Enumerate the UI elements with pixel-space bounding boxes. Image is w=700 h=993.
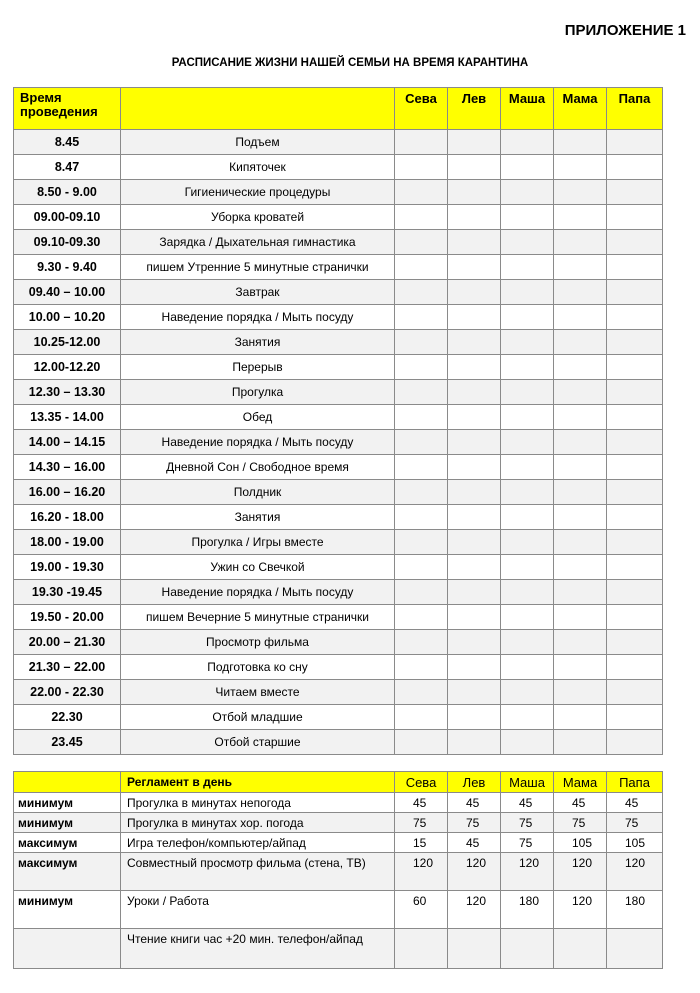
schedule-row bbox=[14, 705, 663, 730]
schedule-check-cell bbox=[501, 230, 554, 255]
schedule-check-cell bbox=[501, 530, 554, 555]
schedule-check-cell bbox=[554, 630, 607, 655]
schedule-activity: пишем Утренние 5 минутные странички bbox=[121, 255, 395, 280]
schedule-check-cell bbox=[501, 630, 554, 655]
person-column-header: Сева bbox=[395, 88, 448, 130]
schedule-time: 8.45 bbox=[14, 130, 121, 155]
schedule-check-cell bbox=[607, 505, 663, 530]
rules-value: 45 bbox=[448, 793, 501, 813]
schedule-check-cell bbox=[554, 655, 607, 680]
schedule-activity: Наведение порядка / Мыть посуду bbox=[121, 305, 395, 330]
schedule-check-cell bbox=[501, 505, 554, 530]
schedule-check-cell bbox=[448, 405, 501, 430]
schedule-check-cell bbox=[395, 280, 448, 305]
schedule-time: 09.40 – 10.00 bbox=[14, 280, 121, 305]
schedule-check-cell bbox=[607, 555, 663, 580]
schedule-check-cell bbox=[501, 180, 554, 205]
schedule-check-cell bbox=[607, 705, 663, 730]
schedule-row bbox=[14, 630, 663, 655]
schedule-check-cell bbox=[395, 705, 448, 730]
rules-value bbox=[448, 929, 501, 969]
schedule-check-cell bbox=[501, 480, 554, 505]
rules-row bbox=[14, 813, 663, 833]
rules-value: 180 bbox=[607, 891, 663, 929]
schedule-check-cell bbox=[395, 380, 448, 405]
schedule-time: 09.10-09.30 bbox=[14, 230, 121, 255]
schedule-check-cell bbox=[607, 680, 663, 705]
schedule-check-cell bbox=[395, 255, 448, 280]
schedule-time: 19.00 - 19.30 bbox=[14, 555, 121, 580]
schedule-check-cell bbox=[554, 355, 607, 380]
person-column-header: Мама bbox=[554, 88, 607, 130]
schedule-check-cell bbox=[554, 230, 607, 255]
schedule-check-cell bbox=[448, 380, 501, 405]
schedule-time: 22.00 - 22.30 bbox=[14, 680, 121, 705]
person-column-header: Лев bbox=[448, 772, 501, 793]
schedule-activity: Просмотр фильма bbox=[121, 630, 395, 655]
rules-value: 120 bbox=[501, 853, 554, 891]
rules-value: 180 bbox=[501, 891, 554, 929]
schedule-activity: Читаем вместе bbox=[121, 680, 395, 705]
rules-value: 105 bbox=[607, 833, 663, 853]
page-title: РАСПИСАНИЕ ЖИЗНИ НАШЕЙ СЕМЬИ НА ВРЕМЯ КАРАНТИНА bbox=[171, 57, 529, 69]
schedule-row bbox=[14, 155, 663, 180]
rules-value: 75 bbox=[395, 813, 448, 833]
time-header-line1: Время bbox=[20, 90, 62, 105]
schedule-check-cell bbox=[395, 430, 448, 455]
schedule-check-cell bbox=[501, 605, 554, 630]
rules-description: Игра телефон/компьютер/айпад bbox=[121, 833, 395, 853]
schedule-check-cell bbox=[501, 355, 554, 380]
schedule-check-cell bbox=[554, 605, 607, 630]
person-column-header: Мама bbox=[554, 772, 607, 793]
schedule-check-cell bbox=[448, 255, 501, 280]
schedule-activity: Уборка кроватей bbox=[121, 205, 395, 230]
schedule-check-cell bbox=[448, 305, 501, 330]
rules-value bbox=[607, 929, 663, 969]
schedule-check-cell bbox=[607, 530, 663, 555]
schedule-check-cell bbox=[554, 580, 607, 605]
schedule-row bbox=[14, 430, 663, 455]
schedule-row bbox=[14, 680, 663, 705]
schedule-check-cell bbox=[607, 355, 663, 380]
rules-kind-header bbox=[14, 772, 121, 793]
rules-value: 45 bbox=[501, 793, 554, 813]
schedule-check-cell bbox=[448, 605, 501, 630]
schedule-row bbox=[14, 605, 663, 630]
schedule-time: 10.00 – 10.20 bbox=[14, 305, 121, 330]
schedule-check-cell bbox=[501, 380, 554, 405]
rules-value: 45 bbox=[607, 793, 663, 813]
schedule-row bbox=[14, 505, 663, 530]
schedule-check-cell bbox=[554, 555, 607, 580]
rules-row bbox=[14, 793, 663, 813]
rules-kind: максимум bbox=[14, 833, 121, 853]
rules-title-header: Регламент в день bbox=[121, 772, 395, 793]
schedule-check-cell bbox=[501, 555, 554, 580]
schedule-check-cell bbox=[395, 205, 448, 230]
schedule-check-cell bbox=[501, 455, 554, 480]
schedule-row bbox=[14, 130, 663, 155]
schedule-check-cell bbox=[395, 730, 448, 755]
schedule-check-cell bbox=[554, 680, 607, 705]
schedule-row bbox=[14, 530, 663, 555]
rules-value: 120 bbox=[554, 891, 607, 929]
schedule-check-cell bbox=[448, 155, 501, 180]
schedule-check-cell bbox=[554, 530, 607, 555]
schedule-check-cell bbox=[607, 255, 663, 280]
schedule-check-cell bbox=[607, 155, 663, 180]
schedule-check-cell bbox=[501, 655, 554, 680]
rules-row bbox=[14, 833, 663, 853]
schedule-check-cell bbox=[395, 305, 448, 330]
schedule-check-cell bbox=[554, 430, 607, 455]
schedule-check-cell bbox=[607, 655, 663, 680]
schedule-check-cell bbox=[554, 505, 607, 530]
rules-value: 75 bbox=[501, 833, 554, 853]
schedule-activity: Обед bbox=[121, 405, 395, 430]
schedule-activity: Дневной Сон / Свободное время bbox=[121, 455, 395, 480]
schedule-activity: Завтрак bbox=[121, 280, 395, 305]
schedule-check-cell bbox=[501, 680, 554, 705]
daily-rules-table bbox=[13, 771, 663, 969]
schedule-row bbox=[14, 380, 663, 405]
schedule-check-cell bbox=[448, 430, 501, 455]
schedule-check-cell bbox=[395, 580, 448, 605]
schedule-check-cell bbox=[554, 405, 607, 430]
schedule-check-cell bbox=[501, 155, 554, 180]
schedule-check-cell bbox=[448, 480, 501, 505]
schedule-check-cell bbox=[448, 205, 501, 230]
rules-value: 45 bbox=[554, 793, 607, 813]
schedule-check-cell bbox=[607, 605, 663, 630]
schedule-check-cell bbox=[501, 730, 554, 755]
schedule-check-cell bbox=[395, 180, 448, 205]
schedule-activity: Гигиенические процедуры bbox=[121, 180, 395, 205]
schedule-check-cell bbox=[554, 730, 607, 755]
activity-column-header bbox=[121, 88, 395, 130]
schedule-check-cell bbox=[395, 130, 448, 155]
schedule-check-cell bbox=[448, 505, 501, 530]
schedule-check-cell bbox=[395, 155, 448, 180]
schedule-check-cell bbox=[554, 255, 607, 280]
schedule-row bbox=[14, 330, 663, 355]
schedule-row bbox=[14, 455, 663, 480]
rules-value: 120 bbox=[448, 853, 501, 891]
person-column-header: Маша bbox=[501, 88, 554, 130]
rules-value: 45 bbox=[448, 833, 501, 853]
schedule-check-cell bbox=[395, 555, 448, 580]
appendix-label: ПРИЛОЖЕНИЕ 1 bbox=[564, 22, 686, 39]
schedule-check-cell bbox=[395, 230, 448, 255]
schedule-check-cell bbox=[607, 130, 663, 155]
schedule-time: 19.30 -19.45 bbox=[14, 580, 121, 605]
schedule-check-cell bbox=[554, 380, 607, 405]
schedule-check-cell bbox=[554, 480, 607, 505]
schedule-activity: Полдник bbox=[121, 480, 395, 505]
schedule-time: 12.30 – 13.30 bbox=[14, 380, 121, 405]
schedule-check-cell bbox=[554, 280, 607, 305]
person-column-header: Сева bbox=[395, 772, 448, 793]
schedule-row bbox=[14, 405, 663, 430]
schedule-check-cell bbox=[554, 305, 607, 330]
schedule-time: 8.50 - 9.00 bbox=[14, 180, 121, 205]
schedule-activity: Отбой старшие bbox=[121, 730, 395, 755]
schedule-check-cell bbox=[448, 355, 501, 380]
schedule-activity: Наведение порядка / Мыть посуду bbox=[121, 430, 395, 455]
schedule-time: 16.20 - 18.00 bbox=[14, 505, 121, 530]
schedule-check-cell bbox=[448, 130, 501, 155]
schedule-check-cell bbox=[554, 705, 607, 730]
schedule-activity: Прогулка bbox=[121, 380, 395, 405]
rules-value: 45 bbox=[395, 793, 448, 813]
schedule-check-cell bbox=[554, 330, 607, 355]
schedule-check-cell bbox=[554, 455, 607, 480]
schedule-row bbox=[14, 730, 663, 755]
schedule-time: 9.30 - 9.40 bbox=[14, 255, 121, 280]
schedule-check-cell bbox=[607, 280, 663, 305]
schedule-time: 21.30 – 22.00 bbox=[14, 655, 121, 680]
schedule-check-cell bbox=[501, 705, 554, 730]
schedule-row bbox=[14, 280, 663, 305]
schedule-check-cell bbox=[395, 605, 448, 630]
schedule-row bbox=[14, 305, 663, 330]
schedule-time: 14.00 – 14.15 bbox=[14, 430, 121, 455]
schedule-check-cell bbox=[554, 205, 607, 230]
time-column-header bbox=[14, 88, 121, 130]
schedule-time: 20.00 – 21.30 bbox=[14, 630, 121, 655]
schedule-check-cell bbox=[607, 480, 663, 505]
schedule-time: 8.47 bbox=[14, 155, 121, 180]
schedule-check-cell bbox=[607, 330, 663, 355]
schedule-check-cell bbox=[607, 430, 663, 455]
schedule-check-cell bbox=[448, 655, 501, 680]
schedule-time: 18.00 - 19.00 bbox=[14, 530, 121, 555]
schedule-check-cell bbox=[448, 180, 501, 205]
schedule-activity: Кипяточек bbox=[121, 155, 395, 180]
schedule-check-cell bbox=[501, 405, 554, 430]
rules-description: Совместный просмотр фильма (стена, ТВ) bbox=[121, 853, 395, 891]
schedule-activity: Перерыв bbox=[121, 355, 395, 380]
schedule-check-cell bbox=[395, 480, 448, 505]
schedule-check-cell bbox=[554, 155, 607, 180]
schedule-activity: Подъем bbox=[121, 130, 395, 155]
schedule-time: 13.35 - 14.00 bbox=[14, 405, 121, 430]
schedule-activity: Подготовка ко сну bbox=[121, 655, 395, 680]
schedule-check-cell bbox=[501, 280, 554, 305]
rules-row bbox=[14, 891, 663, 929]
schedule-activity: Занятия bbox=[121, 330, 395, 355]
rules-value: 120 bbox=[607, 853, 663, 891]
schedule-check-cell bbox=[554, 180, 607, 205]
schedule-check-cell bbox=[501, 330, 554, 355]
schedule-check-cell bbox=[607, 630, 663, 655]
person-column-header: Лев bbox=[448, 88, 501, 130]
schedule-check-cell bbox=[607, 730, 663, 755]
schedule-table bbox=[13, 87, 663, 755]
schedule-activity: Зарядка / Дыхательная гимнастика bbox=[121, 230, 395, 255]
schedule-check-cell bbox=[448, 580, 501, 605]
schedule-time: 09.00-09.10 bbox=[14, 205, 121, 230]
schedule-time: 19.50 - 20.00 bbox=[14, 605, 121, 630]
schedule-activity: Занятия bbox=[121, 505, 395, 530]
rules-value: 75 bbox=[501, 813, 554, 833]
schedule-row bbox=[14, 180, 663, 205]
schedule-check-cell bbox=[607, 230, 663, 255]
schedule-check-cell bbox=[607, 380, 663, 405]
rules-value bbox=[395, 929, 448, 969]
schedule-check-cell bbox=[501, 580, 554, 605]
schedule-row bbox=[14, 480, 663, 505]
schedule-check-cell bbox=[448, 680, 501, 705]
schedule-check-cell bbox=[448, 555, 501, 580]
rules-description: Уроки / Работа bbox=[121, 891, 395, 929]
schedule-time: 12.00-12.20 bbox=[14, 355, 121, 380]
rules-value: 120 bbox=[554, 853, 607, 891]
schedule-row bbox=[14, 655, 663, 680]
rules-kind: минимум bbox=[14, 793, 121, 813]
rules-kind: максимум bbox=[14, 853, 121, 891]
person-column-header: Папа bbox=[607, 88, 663, 130]
rules-kind: минимум bbox=[14, 813, 121, 833]
schedule-check-cell bbox=[395, 530, 448, 555]
schedule-check-cell bbox=[501, 205, 554, 230]
schedule-activity: Ужин со Свечкой bbox=[121, 555, 395, 580]
schedule-activity: пишем Вечерние 5 минутные странички bbox=[121, 605, 395, 630]
schedule-check-cell bbox=[395, 330, 448, 355]
schedule-activity: Наведение порядка / Мыть посуду bbox=[121, 580, 395, 605]
schedule-check-cell bbox=[607, 580, 663, 605]
schedule-row bbox=[14, 255, 663, 280]
schedule-check-cell bbox=[501, 305, 554, 330]
schedule-check-cell bbox=[501, 130, 554, 155]
time-header-line2: проведения bbox=[20, 104, 98, 119]
rules-row bbox=[14, 853, 663, 891]
rules-value bbox=[501, 929, 554, 969]
schedule-row bbox=[14, 555, 663, 580]
schedule-check-cell bbox=[395, 405, 448, 430]
schedule-activity: Отбой младшие bbox=[121, 705, 395, 730]
rules-description: Прогулка в минутах непогода bbox=[121, 793, 395, 813]
rules-kind bbox=[14, 929, 121, 969]
schedule-header-row bbox=[14, 88, 663, 130]
schedule-check-cell bbox=[395, 680, 448, 705]
schedule-check-cell bbox=[395, 505, 448, 530]
schedule-check-cell bbox=[448, 730, 501, 755]
schedule-time: 16.00 – 16.20 bbox=[14, 480, 121, 505]
schedule-check-cell bbox=[501, 430, 554, 455]
rules-row bbox=[14, 929, 663, 969]
rules-value: 75 bbox=[607, 813, 663, 833]
rules-value: 105 bbox=[554, 833, 607, 853]
schedule-check-cell bbox=[607, 305, 663, 330]
schedule-check-cell bbox=[448, 330, 501, 355]
schedule-time: 10.25-12.00 bbox=[14, 330, 121, 355]
rules-value: 75 bbox=[554, 813, 607, 833]
schedule-row bbox=[14, 230, 663, 255]
schedule-check-cell bbox=[395, 655, 448, 680]
schedule-check-cell bbox=[448, 630, 501, 655]
rules-value: 15 bbox=[395, 833, 448, 853]
schedule-check-cell bbox=[448, 280, 501, 305]
rules-value: 120 bbox=[448, 891, 501, 929]
schedule-check-cell bbox=[607, 180, 663, 205]
schedule-check-cell bbox=[554, 130, 607, 155]
schedule-check-cell bbox=[607, 405, 663, 430]
schedule-check-cell bbox=[448, 705, 501, 730]
schedule-row bbox=[14, 355, 663, 380]
rules-value: 75 bbox=[448, 813, 501, 833]
schedule-activity: Прогулка / Игры вместе bbox=[121, 530, 395, 555]
rules-value bbox=[554, 929, 607, 969]
rules-description: Чтение книги час +20 мин. телефон/айпад bbox=[121, 929, 395, 969]
rules-header-row bbox=[14, 772, 663, 793]
person-column-header: Маша bbox=[501, 772, 554, 793]
schedule-check-cell bbox=[607, 205, 663, 230]
schedule-check-cell bbox=[395, 455, 448, 480]
schedule-check-cell bbox=[448, 455, 501, 480]
rules-value: 60 bbox=[395, 891, 448, 929]
schedule-check-cell bbox=[448, 230, 501, 255]
rules-value: 120 bbox=[395, 853, 448, 891]
schedule-time: 14.30 – 16.00 bbox=[14, 455, 121, 480]
schedule-check-cell bbox=[395, 355, 448, 380]
schedule-check-cell bbox=[448, 530, 501, 555]
schedule-time: 23.45 bbox=[14, 730, 121, 755]
rules-description: Прогулка в минутах хор. погода bbox=[121, 813, 395, 833]
rules-kind: минимум bbox=[14, 891, 121, 929]
schedule-row bbox=[14, 205, 663, 230]
schedule-check-cell bbox=[395, 630, 448, 655]
person-column-header: Папа bbox=[607, 772, 663, 793]
schedule-row bbox=[14, 580, 663, 605]
schedule-check-cell bbox=[607, 455, 663, 480]
schedule-time: 22.30 bbox=[14, 705, 121, 730]
schedule-check-cell bbox=[501, 255, 554, 280]
